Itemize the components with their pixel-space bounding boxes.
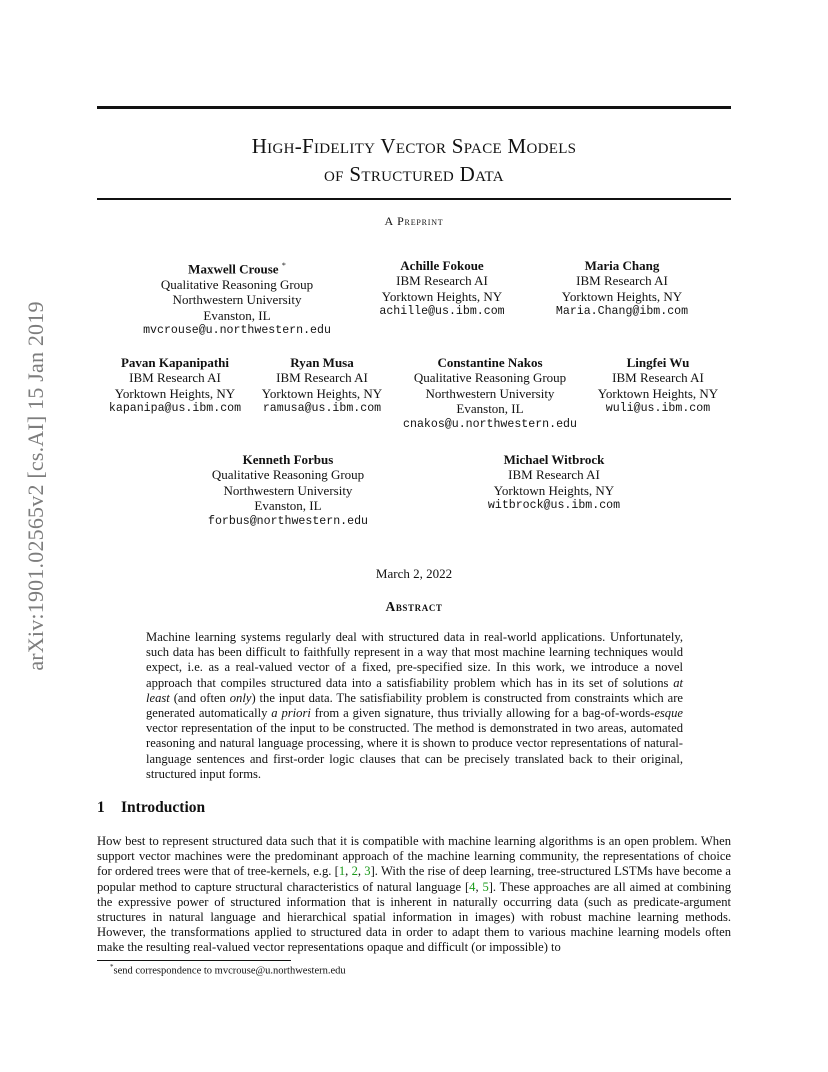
- author-affiliation: IBM Research AI: [576, 273, 668, 289]
- author-affiliation: IBM Research AI: [276, 370, 368, 386]
- abstract-emphasis: only: [229, 690, 252, 705]
- author-location: Evanston, IL: [456, 401, 524, 417]
- author-email: kapanipa@us.ibm.com: [108, 402, 242, 416]
- author-email: forbus@northwestern.edu: [207, 514, 369, 528]
- author-organization: Northwestern University: [223, 482, 353, 498]
- citation-link[interactable]: 1: [338, 864, 346, 879]
- author-affiliation: IBM Research AI: [508, 467, 600, 483]
- title-line-2: of Structured Data: [324, 162, 504, 186]
- section-number: 1: [97, 799, 105, 816]
- author-location: Yorktown Heights, NY: [261, 385, 383, 401]
- author-name: Lingfei Wu: [626, 355, 690, 370]
- author-email: Maria.Chang@ibm.com: [555, 305, 689, 319]
- abstract-text: ) the input data. The satisfiability problem is constructed from constraints which are generated automatically: [146, 690, 683, 721]
- section-title: Introduction: [121, 799, 206, 816]
- citation-separator: ,: [345, 864, 352, 879]
- author-email: ramusa@us.ibm.com: [262, 402, 382, 416]
- paper-title: [97, 132, 731, 188]
- body-paragraph: [97, 834, 731, 956]
- footnote-text: send correspondence to mvcrouse@u.northwestern.edu: [113, 965, 346, 977]
- author-affiliation: Qualitative Reasoning Group: [211, 467, 365, 483]
- author-name: Ryan Musa: [290, 355, 354, 370]
- abstract-heading: Abstract: [385, 599, 443, 614]
- author-location: Evanston, IL: [254, 498, 322, 514]
- citation-separator: ,: [475, 879, 483, 894]
- author-organization: Northwestern University: [172, 292, 302, 308]
- title-top-rule: [97, 106, 731, 109]
- author-name: Maxwell Crouse: [188, 261, 279, 277]
- author-affiliation: Qualitative Reasoning Group: [413, 370, 567, 386]
- author-block: [109, 355, 241, 417]
- abstract-emphasis: esque: [654, 706, 683, 721]
- author-name: Maria Chang: [584, 258, 660, 273]
- citation-link[interactable]: 4: [469, 879, 476, 894]
- author-block: [379, 258, 504, 320]
- author-name: Kenneth Forbus: [242, 452, 334, 467]
- author-email: witbrock@us.ibm.com: [487, 499, 621, 513]
- abstract-emphasis: at least: [146, 675, 683, 705]
- citation-link[interactable]: 3: [364, 864, 371, 879]
- citation-separator: ,: [357, 864, 365, 879]
- abstract-paragraph: [146, 630, 683, 782]
- title-line-1: High-Fidelity Vector Space Models: [251, 134, 577, 158]
- title-bottom-rule: [97, 198, 731, 200]
- author-location: Evanston, IL: [203, 307, 271, 323]
- author-name: Achille Fokoue: [400, 258, 484, 273]
- author-footnote-mark: *: [281, 261, 286, 270]
- author-block: [403, 355, 577, 432]
- author-email: cnakos@u.northwestern.edu: [403, 417, 577, 431]
- citation-link[interactable]: 2: [351, 864, 358, 879]
- author-name: Michael Witbrock: [503, 452, 605, 467]
- author-email: mvcrouse@u.northwestern.edu: [143, 323, 331, 337]
- abstract-text: from a given signature, thus trivially allowing for a bag-of-words-: [310, 706, 655, 721]
- author-block: [262, 355, 382, 417]
- author-affiliation: IBM Research AI: [396, 273, 488, 289]
- author-affiliation: Qualitative Reasoning Group: [160, 276, 314, 292]
- paper-date: March 2, 2022: [375, 566, 453, 581]
- author-name: Constantine Nakos: [437, 355, 543, 370]
- author-location: Yorktown Heights, NY: [381, 288, 503, 304]
- abstract-emphasis: a priori: [271, 706, 311, 721]
- abstract-text: Machine learning systems regularly deal with structured data in real-world applications. Unfortunately, such data has been difficult to faithfully represent in a way that most machine learning techniques would expect, i.e. as a real-valued vector of a fixed, pre-specified size. In this work, we introduce a novel approach that compiles structured data into a satisfiability problem which has in its set of solutions: [146, 630, 683, 690]
- author-location: Yorktown Heights, NY: [114, 385, 236, 401]
- author-block: [488, 452, 620, 514]
- footnote: [110, 963, 346, 977]
- abstract-body: [146, 630, 683, 782]
- author-email: achille@us.ibm.com: [379, 305, 505, 319]
- author-block: [556, 258, 688, 320]
- author-location: Yorktown Heights, NY: [493, 482, 615, 498]
- author-organization: Northwestern University: [425, 385, 555, 401]
- preprint-label: A Preprint: [384, 214, 444, 228]
- author-block: [143, 258, 331, 338]
- abstract-text: (and often: [169, 690, 230, 705]
- body-text: How best to represent structured data such that it is compatible with machine learning algorithms is an open problem. When support vector machines were the predominant approach of the machine learning community, the representations of choice for ordered trees were that of tree-kernels, e.g. [: [97, 834, 731, 879]
- author-location: Yorktown Heights, NY: [597, 385, 719, 401]
- author-block: [208, 452, 368, 529]
- author-block: [598, 355, 718, 417]
- author-affiliation: IBM Research AI: [129, 370, 221, 386]
- body-text: ]. These approaches are all aimed at combining the expressive power of structured information that is inherent in naturally occurring data (such as predicate-argument structures in natural language and hierarchical spatial information in images) with robust machine learning methods. However, the transformations applied to structured data in order to adapt them to various machine learning models often make the resulting real-valued vector representations opaque and difficult (or impossible) to: [97, 879, 731, 955]
- footnote-rule: [97, 960, 291, 961]
- footnote-mark: *: [110, 963, 114, 971]
- author-email: wuli@us.ibm.com: [605, 402, 711, 416]
- author-name: Pavan Kapanipathi: [120, 355, 230, 370]
- arxiv-identifier: arXiv:1901.02565v2 [cs.AI] 15 Jan 2019: [23, 301, 48, 671]
- body-text: ]. With the rise of deep learning, tree-structured LSTMs have become a popular method to capture structural characteristics of natural language [: [97, 864, 732, 894]
- section-body: [97, 834, 731, 956]
- author-location: Yorktown Heights, NY: [561, 288, 683, 304]
- citation-link[interactable]: 5: [482, 879, 489, 894]
- section-heading: [97, 799, 205, 817]
- author-affiliation: IBM Research AI: [612, 370, 704, 386]
- abstract-text: vector representation of the input to be constructed. The method is demonstrated in two areas, automated reasoning and natural language processing, where it is shown to produce vector representations of natural-language sentences and first-order logic clauses that can be precisely translated back to their original, structured input forms.: [146, 721, 683, 781]
